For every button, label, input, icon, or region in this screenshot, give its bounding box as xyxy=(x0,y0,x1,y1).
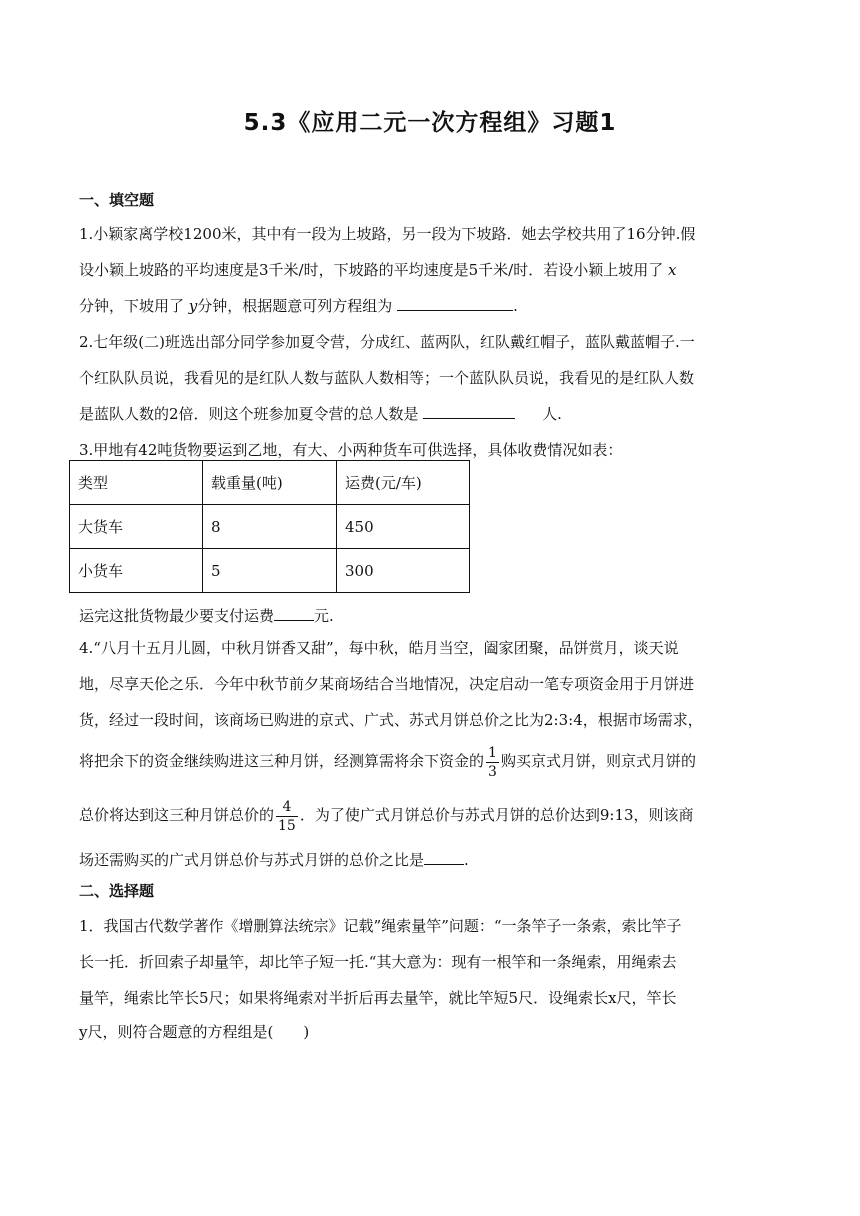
table-row xyxy=(70,505,470,549)
q3-after-table xyxy=(79,606,334,626)
q4-line-1: 4.“八月十五月儿圆，中秋月饼香又甜”，每中秋，皓月当空，阖家团聚，品饼赏月，谈天说 xyxy=(79,639,679,657)
table-header-row xyxy=(70,461,470,505)
q3-answer-blank[interactable] xyxy=(274,606,314,621)
q1-line-2-text: 设小颖上坡路的平均速度是3千米/时，下坡路的平均速度是5千米/时．若设小颖上坡用了 xyxy=(79,261,664,279)
q1-var-y: y xyxy=(188,297,198,315)
q1-line-3-end: . xyxy=(513,297,518,315)
q2-line-3-text-a: 是蓝队人数的2倍．则这个班参加夏令营的总人数是 xyxy=(79,405,419,423)
fraction-numerator: 4 xyxy=(276,798,298,817)
fraction-denominator: 15 xyxy=(278,817,296,834)
q2-line-1: 2.七年级(二)班选出部分同学参加夏令营，分成红、蓝两队，红队戴红帽子，蓝队戴蓝帽子.一 xyxy=(79,333,695,351)
section-heading-multiple-choice: 二、选择题 xyxy=(79,882,155,900)
q3-after-text-a: 运完这批货物最少要支付运费 xyxy=(79,607,275,625)
s2-q1-line-2: 长一托．折回索子却量竿，却比竿子短一托.“其大意为：现有一根竿和一条绳索，用绳索去 xyxy=(79,953,677,971)
table-cell: 300 xyxy=(337,549,470,593)
q4-line-5 xyxy=(79,796,694,835)
table-cell: 大货车 xyxy=(70,505,203,549)
q2-line-3-text-b: 人. xyxy=(542,405,562,423)
q1-line-3-text-a: 分钟，下坡用了 xyxy=(79,297,185,315)
page-title: 5.3《应用二元一次方程组》习题1 xyxy=(243,110,617,136)
table-header-cell: 载重量(吨) xyxy=(203,461,337,505)
s2-q1-line-4: y尺，则符合题意的方程组是( ) xyxy=(79,1023,310,1041)
q1-line-3 xyxy=(79,296,518,316)
q2-answer-blank[interactable] xyxy=(423,404,515,419)
table-cell: 小货车 xyxy=(70,549,203,593)
q4-line-5-text-b: ．为了使广式月饼总价与苏式月饼的总价达到9:13，则该商 xyxy=(299,806,694,824)
q2-line-2: 个红队队员说，我看见的是红队人数与蓝队人数相等；一个蓝队队员说，我看见的是红队人数 xyxy=(79,369,695,387)
q1-line-2 xyxy=(79,260,676,280)
freight-fee-table xyxy=(69,460,470,593)
q4-line-6 xyxy=(79,850,469,870)
q4-line-2: 地，尽享天伦之乐．今年中秋节前夕某商场结合当地情况，决定启动一笔专项资金用于月饼进 xyxy=(79,675,695,693)
table-header-cell: 运费(元/车) xyxy=(337,461,470,505)
s2-q1-line-3: 量竿，绳索比竿长5尺；如果将绳索对半折后再去量竿，就比竿短5尺．设绳索长x尺，竿长 xyxy=(79,989,677,1007)
q4-line-6-text-b: . xyxy=(464,851,469,869)
q4-line-6-text-a: 场还需购买的广式月饼总价与苏式月饼的总价之比是 xyxy=(79,851,425,869)
q4-line-5-text-a: 总价将达到这三种月饼总价的 xyxy=(79,806,275,824)
q3-after-text-b: 元. xyxy=(314,607,334,625)
q4-line-3: 货，经过一段时间，该商场已购进的京式、广式、苏式月饼总价之比为2:3:4，根据市场需求， xyxy=(79,711,703,729)
q1-line-3-text-b: 分钟，根据题意可列方程组为 xyxy=(197,297,393,315)
fraction-denominator: 3 xyxy=(488,763,497,780)
table-cell: 8 xyxy=(203,505,337,549)
q1-line-1: 1.小颖家离学校1200米，其中有一段为上坡路，另一段为下坡路．她去学校共用了16分钟.假 xyxy=(79,225,696,243)
q1-var-x: x xyxy=(667,261,677,279)
q4-line-4-text-a: 将把余下的资金继续购进这三种月饼，经测算需将余下资金的 xyxy=(79,752,485,770)
q4-line-4 xyxy=(79,742,696,781)
table-cell: 5 xyxy=(203,549,337,593)
q1-answer-blank[interactable] xyxy=(397,296,513,311)
section-heading-fill-blank: 一、填空题 xyxy=(79,191,155,209)
q3-intro: 3.甲地有42吨货物要运到乙地，有大、小两种货车可供选择，具体收费情况如表： xyxy=(79,441,623,459)
table-row xyxy=(70,549,470,593)
s2-q1-line-1: 1．我国古代数学著作《增删算法统宗》记载”绳索量竿”问题：“一条竿子一条索，索比竿子 xyxy=(79,917,682,935)
table-header-cell: 类型 xyxy=(70,461,203,505)
q2-line-3 xyxy=(79,404,562,424)
fraction-one-third xyxy=(486,744,499,781)
table-cell: 450 xyxy=(337,505,470,549)
q4-line-4-text-b: 购买京式月饼，则京式月饼的 xyxy=(500,752,696,770)
q4-answer-blank[interactable] xyxy=(424,850,464,865)
fraction-four-fifteenths xyxy=(276,798,298,835)
fraction-numerator: 1 xyxy=(488,744,497,761)
